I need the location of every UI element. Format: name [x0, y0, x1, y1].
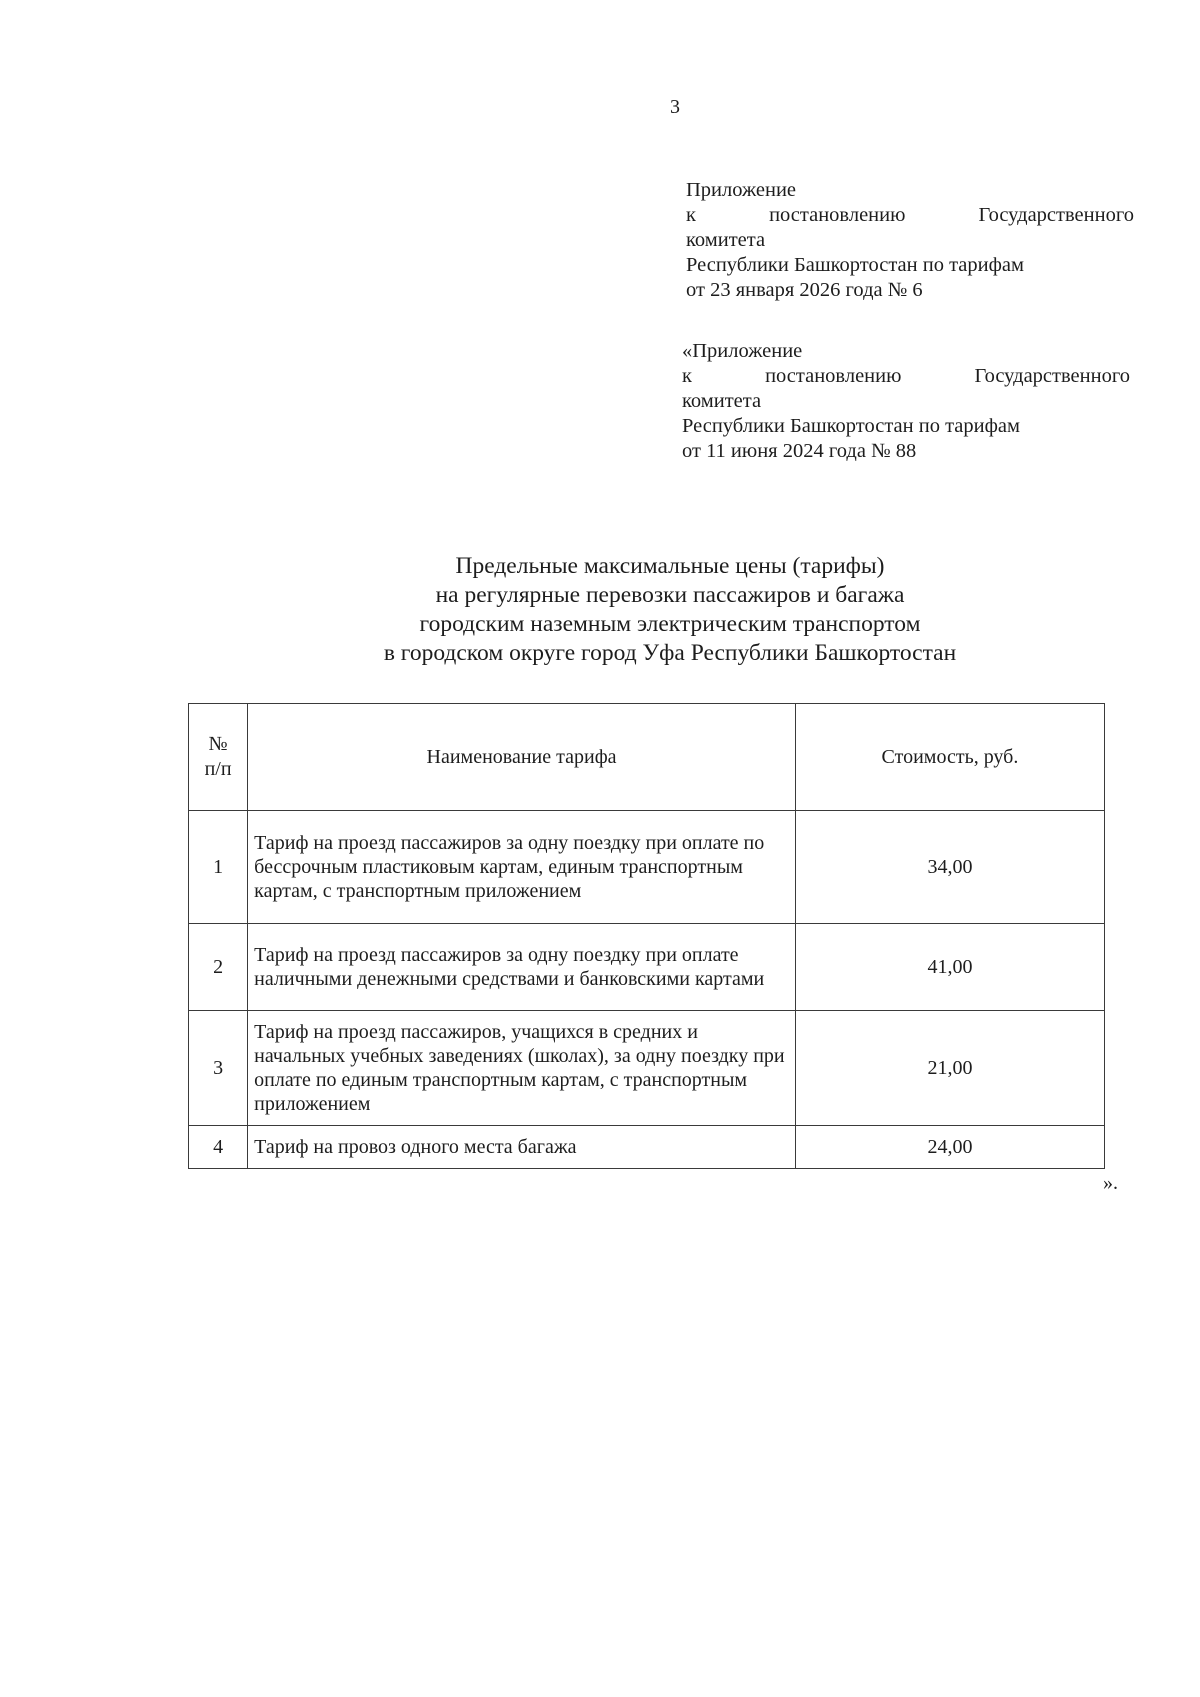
row-num: 2 — [189, 924, 248, 1011]
row-price: 21,00 — [795, 1011, 1104, 1126]
header-price: Стоимость, руб. — [795, 704, 1104, 811]
title-line2: на регулярные перевозки пассажиров и багажа — [435, 582, 905, 608]
header-num — [189, 704, 248, 811]
row-num: 3 — [189, 1011, 248, 1126]
annex-previous-line4: Республики Башкортостан по тарифам — [682, 415, 1020, 437]
header-name: Наименование тарифа — [248, 704, 796, 811]
title-line3: городским наземным электрическим транспортом — [419, 611, 921, 637]
row-tariff-name: Тариф на проезд пассажиров за одну поездку при оплате по бессрочным пластиковым картам, единым транспортным картам, с транспортным приложением — [248, 811, 796, 924]
header-num-line2: п/п — [204, 758, 232, 780]
annex-previous-line2-mid: постановлению — [765, 365, 902, 387]
annex-previous-line2 — [682, 364, 1130, 389]
closing-quote-mark: ». — [1103, 1172, 1118, 1194]
row-num: 1 — [189, 811, 248, 924]
table-row — [189, 1011, 1105, 1126]
row-num: 4 — [189, 1126, 248, 1169]
row-price: 24,00 — [795, 1126, 1104, 1169]
row-tariff-name: Тариф на провоз одного места багажа — [248, 1126, 796, 1169]
annex-previous-line2-right: Государственного — [974, 365, 1130, 387]
annex-current-line2-mid: постановлению — [769, 204, 906, 226]
annex-current-line5: от 23 января 2026 года № 6 — [686, 279, 923, 301]
header-num-line1: № — [208, 733, 228, 755]
row-price: 34,00 — [795, 811, 1104, 924]
annex-current-line2 — [686, 203, 1134, 228]
annex-previous-line5: от 11 июня 2024 года № 88 — [682, 440, 917, 462]
row-tariff-name: Тариф на проезд пассажиров, учащихся в средних и начальных учебных заведениях (школах), за одну поездку при оплате по единым транспортным картам, с транспортным приложением — [248, 1011, 796, 1126]
annex-previous-line2-left: к — [682, 365, 692, 387]
title-line1: Предельные максимальные цены (тарифы) — [455, 553, 885, 579]
table-row — [189, 924, 1105, 1011]
page-number: 3 — [670, 96, 680, 118]
annex-previous-line1: «Приложение — [682, 340, 803, 362]
row-tariff-name: Тариф на проезд пассажиров за одну поездку при оплате наличными денежными средствами и банковскими картами — [248, 924, 796, 1011]
annex-current-line2-left: к — [686, 204, 696, 226]
tariff-table — [188, 703, 1105, 1169]
table-row — [189, 811, 1105, 924]
annex-current-line1: Приложение — [686, 179, 797, 201]
annex-current-header — [686, 178, 1134, 303]
title-line4: в городском округе город Уфа Республики Башкортостан — [383, 640, 957, 666]
row-price: 41,00 — [795, 924, 1104, 1011]
annex-current-line4: Республики Башкортостан по тарифам — [686, 254, 1024, 276]
annex-current-line2-right: Государственного — [978, 204, 1134, 226]
table-header-row — [189, 704, 1105, 811]
annex-previous-line3: комитета — [682, 390, 762, 412]
table-row — [189, 1126, 1105, 1169]
document-title — [250, 552, 1090, 668]
annex-current-line3: комитета — [686, 229, 766, 251]
annex-previous-header — [682, 339, 1130, 464]
